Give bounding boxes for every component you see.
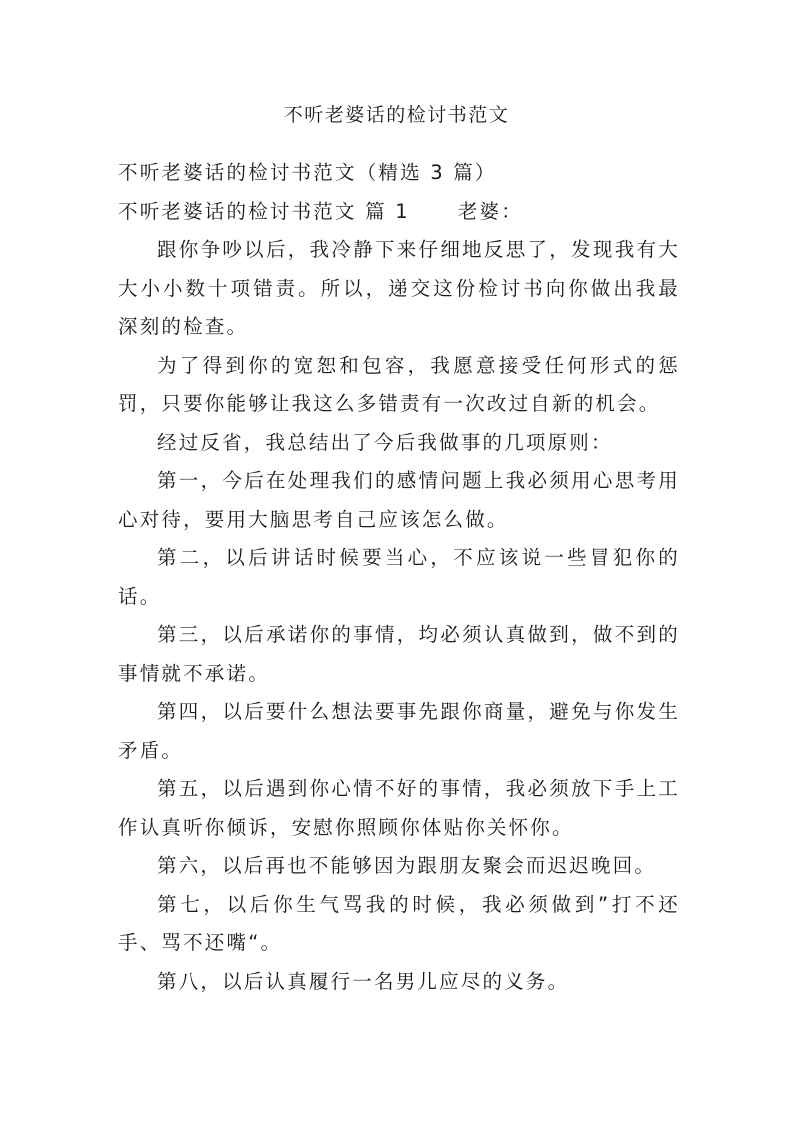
salutation: 老婆： (457, 199, 523, 223)
document-body (118, 154, 680, 1001)
paragraph: 第五，以后遇到你心情不好的事情，我必须放下手上工作认真听你倾诉，安慰你照顾你体贴你关怀你。 (118, 777, 680, 839)
paragraph: 第八，以后认真履行一名男儿应尽的义务。 (157, 969, 570, 993)
paragraph: 第四，以后要什么想法要事先跟你商量，避免与你发生矛盾。 (118, 700, 680, 762)
paragraph: 第二，以后讲话时候要当心，不应该说一些冒犯你的话。 (118, 546, 680, 608)
section-heading: 不听老婆话的检讨书范文 篇 1 (118, 199, 410, 223)
paragraph: 第三，以后承诺你的事情，均必须认真做到，做不到的事情就不承诺。 (118, 623, 680, 685)
paragraph: 为了得到你的宽恕和包容，我愿意接受任何形式的惩罚，只要你能够让我这么多错责有一次改过自新的机会。 (118, 353, 680, 415)
document-subtitle: 不听老婆话的检讨书范文（精选 3 篇） (118, 161, 497, 184)
document-title: 不听老婆话的检讨书范文 (283, 104, 510, 126)
paragraph: 第七，以后你生气骂我的时候，我必须做到”打不还手、骂不还嘴“。 (118, 892, 680, 954)
section-heading-line (118, 193, 680, 232)
paragraph: 第一，今后在处理我们的感情问题上我必须用心思考用心对待，要用大脑思考自己应该怎么做。 (118, 469, 680, 531)
paragraph: 第六，以后再也不能够因为跟朋友聚会而迟迟晚回。 (157, 854, 657, 877)
paragraph: 经过反省，我总结出了今后我做事的几项原则： (157, 430, 613, 454)
paragraph: 跟你争吵以后，我冷静下来仔细地反思了，发现我有大大小小数十项错责。所以，递交这份检讨书向你做出我最深刻的检查。 (118, 238, 680, 338)
